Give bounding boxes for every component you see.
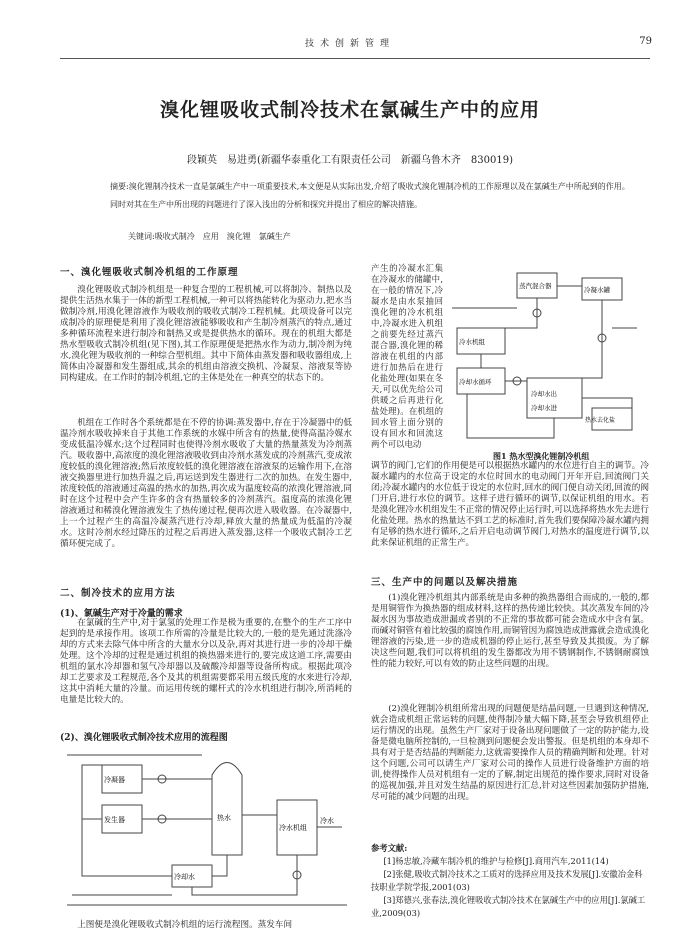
authors-line: 段颖英 易进勇(新疆华泰重化工有限责任公司 新疆乌鲁木齐 830019) [187, 155, 513, 166]
fig2-label-hotwater-salt: 热水去化盐 [585, 417, 616, 424]
reference-item: [1]杨忠敏,冷藏车制冷机的维护与检修[J].商用汽车,2011(14) [383, 856, 609, 866]
fig1-label-hotwater: 热水 [217, 814, 231, 822]
section3-paragraph-1: (1)溴化锂冷机组其内部系统是由多种的换热器组合而成的,一般的,都是用铜管作为换热器的组成材料,这样的热传递比较快。其次蒸发车间的冷凝水因为事故造成泄漏或者别的不正常的事故都可能会造成水中含有氯。而碱对铜管有着比较强的腐蚀作用,而铜管因为腐蚀造成泄露就会造成溴化锂溶液的污染,进一步的造成机器的停止运行,甚至导致及其损废。为了解决这些问题,我们可以将机组的发生器都改为用不锈钢制作,不锈钢耐腐蚀性的能力较好,可以有效的防止这些问题的出现。 [371, 593, 649, 669]
right-continued-text: 调节的阀门,它们的作用便是可以根据热水罐内的水位进行自主的调节。冷凝水罐内的水位高于设定的水位时回水的电动阀门开年开启,回流阀门关闭;冷凝水罐内的水位低于设定的水位时,回水的阀门便自动关闭,回流的阀门开启,进行水位的调节。这样子进行循环的调节,以保证机组的用水。若是溴化锂冷水机组发生不正常的情况停止运行时,可以选择将热水先去进行化盐处理。热水的热量达不到工艺的标准时,首先我们要保障冷凝水罐内拥有足够的热水进行循环,之后开启电动调节阀门,对热水的温度进行调节,以此来保证机组的正常生产。 [371, 461, 649, 548]
section2-heading: 二、制冷技术的应用方法 [60, 588, 176, 599]
header-rule [60, 58, 650, 59]
keywords: 关键词:吸收式制冷 应用 溴化锂 氯碱生产 [128, 232, 291, 241]
section3-heading: 三、生产中的问题以及解决措施 [371, 577, 519, 588]
section1-paragraph-2: 机组在工作时各个系统都是在不停的协调:蒸发器中,存在于冷凝器中的低温冷剂水吸收掉来自于其他工作系统的水媒中所含有的热量,使得高温冷媒水变成低温冷媒水;这个过程同时也使得冷剂水吸收了大量的热量蒸发为冷剂蒸汽。吸收器中,高浓度的溴化锂溶液吸收到由冷剂水蒸发成的冷剂蒸汽,变成浓度较低的溴化锂溶液;然后浓度较低的溴化锂溶液在溶液泵的运输作用下,在溶液交换器里进行加热升温之后,再运送到发生器进行二次的加热。在发生器中,浓度较低的溶液通过高温的热水的加热,再次成为温度较高的浓溴化锂溶液,同时在这个过程中会产生许多的含有热量较多的冷剂蒸汽。温度高的浓溴化锂溶液通过和稀溴化锂溶液发生了热传递过程,便再次进入吸收器。在冷凝器中,上一个过程产生的高温冷凝蒸汽进行冷却,释放大量的热量成为低温的冷凝水。这时冷剂水经过降压的过程之后再进入蒸发器,这样一个吸收式制冷工艺循环便完成了。 [60, 418, 352, 549]
abstract: 摘要:溴化锂制冷技术一直是氯碱生产中一项重要技术,本文便是从实际出发,介绍了吸收式溴化锂制冷机的工作原理以及在氯碱生产中所起到的作用。同时对其在生产中所出现的问题进行了深入浅出的分析和探究并提出了相应的解决措施。 [110, 182, 630, 209]
fig1-label-coldwater: 冷水 [320, 817, 334, 825]
right-narrow-text: 产生的冷凝水汇集在冷凝水的储罐中,在一般的情况下,冷凝水是由水泵抽回溴化锂的冷水机组中,冷凝水进入机组之前要先经过蒸汽混合器,溴化锂的稀溶液在机组的内部进行加热后在进行化盐处理(如果在冬天,可以优先给公司供暖之后再进行化盐处理)。在机组的回水管上面分别的设有回水和回流这两个可以电动 [371, 263, 443, 449]
page-number: 79 [639, 36, 652, 47]
fig2-label-cooling-out: 冷却水出 [531, 390, 557, 398]
fig2-label-condensate-tank: 冷凝水罐 [584, 286, 610, 294]
hot-water-chiller-diagram [447, 268, 642, 448]
references [371, 842, 649, 920]
fig1-label-coolingwater: 冷却水 [174, 873, 195, 881]
fig2-label-cooling-in: 冷却水进 [531, 404, 557, 412]
fig1-label-chiller: 冷水机组 [279, 824, 307, 832]
section1-heading: 一、溴化锂吸收式制冷机组的工作原理 [60, 267, 239, 278]
references-heading: 参考文献: [371, 843, 408, 853]
running-header: 技术创新管理 [304, 39, 395, 49]
section1-paragraph-1: 溴化锂吸收式制冷机组是一种复合型的工程机械,可以将制冷、制热以及提供生活热水集于一体的新型工程机械,一种可以将热能转化为驱动力,把水当做制冷剂,用溴化锂溶液作为吸收剂的吸收式制冷工程机械。此项设备可以完成制冷的原理便是利用了溴化锂溶液能够吸收和产生制冷剂蒸汽的特点,通过多种循环流程来进行制冷和制热又或是提供热水的循环。现在的机组大都是热水型吸收式制冷机组(见下图),其工作原理便是把热水作为动力,制冷剂为纯水,溴化锂为吸收剂的一种综合型机组。其中下简体由蒸发器和吸收器组成,上简体由冷凝器和发生器组成,其余的机组由溶液交换机、冷凝泵、溶液泵等协同构建成。在工作时的制冷机组,它的主体是处在一种真空的状态下的。 [60, 285, 352, 383]
fig1-label-condenser: 冷凝器 [104, 776, 125, 784]
figure1-caption-text: 上图便是溴化锂吸收式制冷机组的运行流程图。蒸发车间 [77, 920, 293, 930]
figure2-caption: 图1 热水型溴化锂制冷机组 [493, 451, 590, 461]
reference-item: [2]张健,吸收式制冷技术之工质对的选择应用及技术发展[J].安徽冶金科技职业学院学报,2001(03) [371, 869, 643, 892]
fig2-label-chiller: 冷水机组 [459, 338, 485, 346]
fig2-label-cooling-loop: 冷却水循环 [459, 378, 492, 386]
reference-item: [3]郑德兴,张春法,溴化锂吸收式制冷技术在氯碱生产中的应用[J].氯碱工业,2009(03) [371, 895, 646, 918]
fig1-label-generator: 发生器 [104, 816, 125, 824]
fig2-label-steam-mixer: 蒸汽混合器 [519, 282, 552, 290]
process-flow-diagram [62, 745, 352, 915]
subsection1-text: 在氯碱的生产中,对于氯氢的处理工作是极为重要的,在整个的生产工序中起到的是承接作用。该项工作所需的冷量是比较大的,一般的是先通过洗涤冷却的方式来去除气体中所含的大量水分以及杂,再对其进行进一步的冷却干燥处理。这个冷却的过程是通过机组的换热器来进行的,要完成这道工序,需要由机组的氯水冷却器和氢气冷却器以及硫酸冷却器等设备所构成。根据此项冷却工艺要求及工程规范,各个及其的机组需要都采用五级氏度的水来进行冷却,这其中消耗大量的冷量。而运用传统的螺杆式的冷水机组进行制冷,所消耗的电量是比较大的。 [60, 618, 352, 705]
article-title: 溴化锂吸收式制冷技术在氯碱生产中的应用 [159, 99, 540, 121]
section3-paragraph-2: (2)溴化锂制冷机组所常出现的问题便是结晶问题,一旦遇到这种情况,就会造成机组正常运转的问题,使得制冷量大幅下降,甚至会导致机组停止运行情况的出现。虽然生产厂家对于设备出现问题做了一定的防护能力,设备是微电脑所控制的,一旦检测到问题便会发出警报。但是机组的本身却不具有对于是否结晶的判断能力,这就需要操作人员的精确判断和处理。针对这个问题,公司可以请生产厂家对公司的操作人员进行设备维护方面的培训,使得操作人员对机组有一定的了解,制定出规范的操作要求,同时对设备的巡视加强,并且对发生结晶的原因进行汇总,针对这些因素加强防护措施,尽可能的减少问题的出现。 [371, 704, 649, 802]
subsection1-heading: (1)、氯碱生产对于冷量的需求 [60, 609, 183, 619]
subsection2-heading: (2)、溴化锂吸收式制冷技术应用的流程图 [60, 733, 228, 743]
